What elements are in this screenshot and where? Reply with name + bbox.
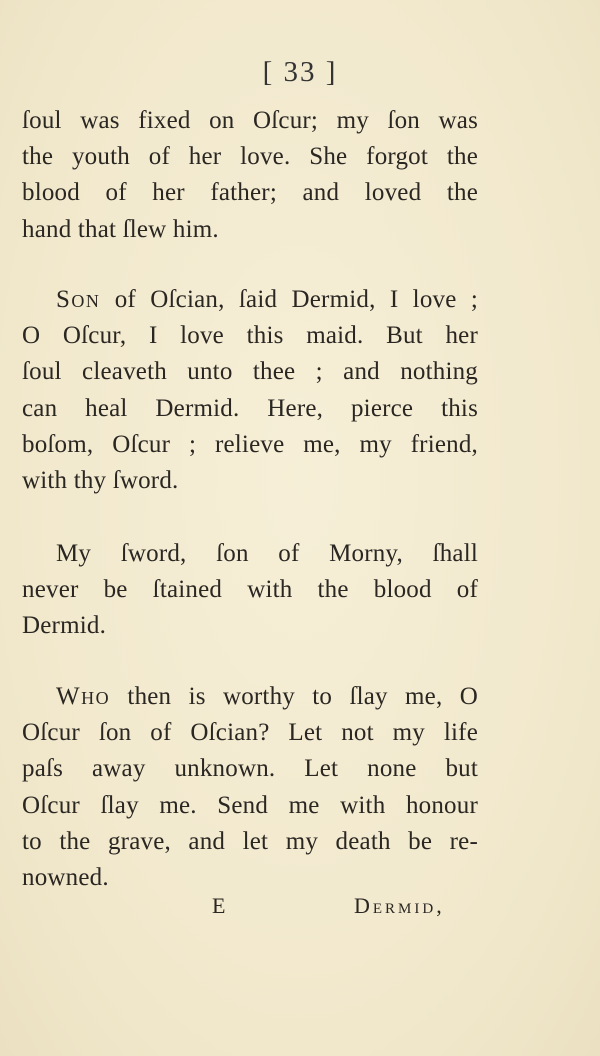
text-line: blood of her father; and loved the <box>22 179 478 207</box>
text-line: O Oſcur, I love this maid. But her <box>22 322 478 350</box>
text-line-rest: of Oſcian, ſaid Dermid, I love ; <box>100 286 478 313</box>
text-line: never be ſtained with the blood of <box>22 576 478 604</box>
paragraph-lead-word: Who <box>56 683 111 710</box>
text-line: with thy ſword. <box>22 467 179 495</box>
text-line: can heal Dermid. Here, pierce this <box>22 394 478 422</box>
text-line: ſoul was fixed on Oſcur; my ſon was <box>22 107 478 134</box>
paragraph-3 <box>22 536 478 645</box>
catchword: Dermid, <box>354 893 445 918</box>
text-line: Dermid. <box>22 612 107 640</box>
page-number: [ 33 ] <box>262 56 338 88</box>
page-footer <box>0 893 600 929</box>
paragraph-2 <box>22 282 478 499</box>
text-line: paſs away unknown. Let none but <box>22 755 478 783</box>
text-line: the youth of her love. She forgot the <box>22 143 478 171</box>
text-line: to the grave, and let my death be re- <box>22 827 478 855</box>
text-line: ſoul cleaveth unto thee ; and nothing <box>22 358 478 386</box>
text-line: Oſcur ſon of Oſcian? Let not my life <box>22 719 478 747</box>
signature-mark: E <box>212 893 227 918</box>
text-line: hand that ſlew him. <box>22 215 219 243</box>
text-line <box>22 679 478 715</box>
text-line: My ſword, ſon of Morny, ſhall <box>56 540 478 567</box>
paragraph-lead-word: Son <box>56 286 101 313</box>
paragraph-4 <box>22 679 478 896</box>
text-line: Oſcur ſlay me. Send me with honour <box>22 791 478 819</box>
text-line-rest: then is worthy to ſlay me, O <box>110 683 478 710</box>
text-line: nowned. <box>22 864 109 892</box>
paragraph-1 <box>22 103 478 248</box>
text-line <box>22 282 478 318</box>
text-line: boſom, Oſcur ; relieve me, my friend, <box>22 430 478 458</box>
